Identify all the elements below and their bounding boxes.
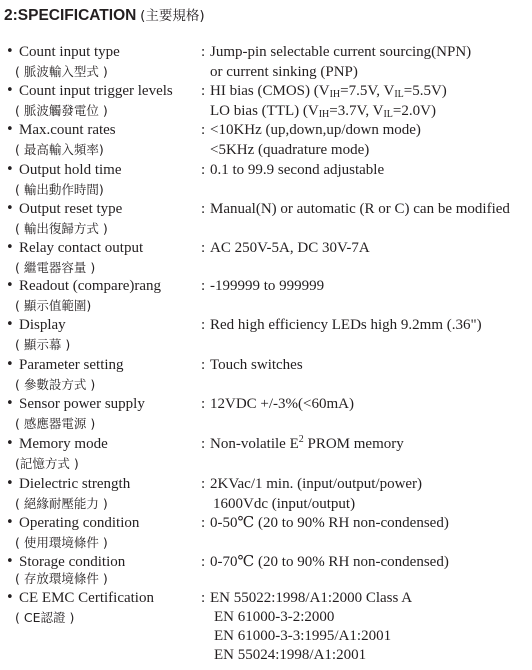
bullet-icon: • (6, 162, 14, 177)
bullet-icon: • (6, 317, 14, 332)
spec-label: Relay contact output (19, 240, 144, 256)
spec-value: AC 250V-5A, DC 30V-7A (210, 240, 370, 256)
colon-separator: : (201, 590, 206, 606)
bullet-icon: • (6, 436, 14, 451)
colon-separator: : (201, 83, 206, 99)
spec-label: Output hold time (19, 162, 122, 178)
spec-value-continued: <5KHz (quadrature mode) (210, 142, 370, 158)
bullet-icon: • (6, 240, 14, 255)
spec-label: Sensor power supply (19, 396, 145, 412)
section-heading (4, 5, 205, 27)
spec-value: Touch switches (210, 357, 303, 373)
bullet-icon: • (6, 476, 14, 491)
heading-subtitle: (主要規格) (140, 8, 205, 24)
spec-label-chinese: ( 輸出動作時間) (15, 182, 104, 197)
spec-value: 0-70℃ (20 to 90% RH non-condensed) (210, 554, 449, 570)
spec-label: Readout (compare)rang (19, 278, 162, 294)
spec-label-chinese: ( 顯示幕 ) (15, 337, 71, 352)
spec-label-chinese: ( CE認證 ) (15, 610, 75, 625)
colon-separator: : (201, 122, 206, 138)
colon-separator: : (201, 396, 206, 412)
bullet-icon: • (6, 396, 14, 411)
bullet-icon: • (6, 590, 14, 605)
spec-value-continued: EN 55024:1998/A1:2001 (214, 647, 367, 663)
spec-value-continued: 1600Vdc (input/output) (213, 496, 356, 512)
spec-label-chinese: ( 最高輸入頻率) (15, 142, 104, 157)
bullet-icon: • (6, 278, 14, 293)
spec-label: Dielectric strength (19, 476, 131, 492)
spec-label-chinese: ( 絕緣耐壓能力 ) (15, 496, 108, 511)
colon-separator: : (201, 357, 206, 373)
colon-separator: : (201, 476, 206, 492)
spec-value-continued: EN 61000-3-3:1995/A1:2001 (214, 628, 392, 644)
spec-value: 0.1 to 99.9 second adjustable (210, 162, 385, 178)
spec-label: Display (19, 317, 66, 333)
spec-label-chinese: ( 脈波觸發電位 ) (15, 103, 108, 118)
spec-label: Max.count rates (19, 122, 116, 138)
spec-value: Red high efficiency LEDs high 9.2mm (.36") (210, 317, 482, 333)
spec-label-chinese: ( 使用環境條件 ) (15, 535, 108, 550)
spec-value-lo-bias: LO bias (TTL) ($V_{IH}=3.7V$, $V_{IL}=2.0V$) (210, 103, 436, 120)
colon-separator: : (201, 44, 206, 60)
colon-separator: : (201, 554, 206, 570)
spec-label-chinese: ( 繼電器容量 ) (15, 260, 96, 275)
spec-value: -199999 to 999999 (210, 278, 325, 294)
bullet-icon: • (6, 357, 14, 372)
spec-value-hi-bias: HI bias (CMOS) ($V_{IH}=7.5V$, $V_{IL}=5.5V$) (210, 83, 447, 100)
spec-label: Output reset type (19, 201, 123, 217)
spec-value: 12VDC +/-3%(<60mA) (210, 396, 354, 412)
spec-label-chinese: ( 顯示值範圍) (15, 298, 92, 313)
colon-separator: : (201, 201, 206, 217)
spec-value-continued: EN 61000-3-2:2000 (214, 609, 335, 625)
spec-label: Count input type (19, 44, 120, 60)
colon-separator: : (201, 317, 206, 333)
bullet-icon: • (6, 515, 14, 530)
bullet-icon: • (6, 554, 14, 569)
heading-title: 2:SPECIFICATION (4, 7, 137, 24)
spec-label: Operating condition (19, 515, 140, 531)
bullet-icon: • (6, 44, 14, 59)
spec-value: 0-50℃ (20 to 90% RH non-condensed) (210, 515, 449, 531)
spec-value: 2KVac/1 min. (input/output/power) (210, 476, 423, 492)
bullet-icon: • (6, 122, 14, 137)
colon-separator: : (201, 515, 206, 531)
spec-label-chinese: ( 脈波輸入型式 ) (15, 64, 108, 79)
colon-separator: : (201, 436, 206, 452)
spec-value: Jump-pin selectable current sourcing(NPN) (210, 44, 472, 60)
spec-label-chinese: ( 存放環境條件 ) (15, 571, 108, 586)
spec-value: <10KHz (up,down,up/down mode) (210, 122, 421, 138)
spec-value: EN 55022:1998/A1:2000 Class A (210, 590, 413, 606)
spec-label-chinese: ( 參數設方式 ) (15, 377, 96, 392)
colon-separator: : (201, 278, 206, 294)
spec-label: Storage condition (19, 554, 126, 570)
spec-label-chinese: (記憶方式 ) (15, 456, 79, 471)
spec-label-chinese: ( 輸出復歸方式 ) (15, 221, 108, 236)
spec-label: Parameter setting (19, 357, 124, 373)
spec-label-chinese: ( 感應器電源 ) (15, 416, 96, 431)
spec-label: CE EMC Certification (19, 590, 154, 606)
spec-value-continued: or current sinking (PNP) (210, 64, 358, 80)
spec-label: Memory mode (19, 436, 108, 452)
colon-separator: : (201, 162, 206, 178)
colon-separator: : (201, 240, 206, 256)
spec-value: Non-volatile $E^2$ PROM memory (210, 434, 404, 452)
spec-value: Manual(N) or automatic (R or C) can be modified (210, 201, 510, 217)
bullet-icon: • (6, 83, 14, 98)
bullet-icon: • (6, 201, 14, 216)
spec-label: Count input trigger levels (19, 83, 173, 99)
